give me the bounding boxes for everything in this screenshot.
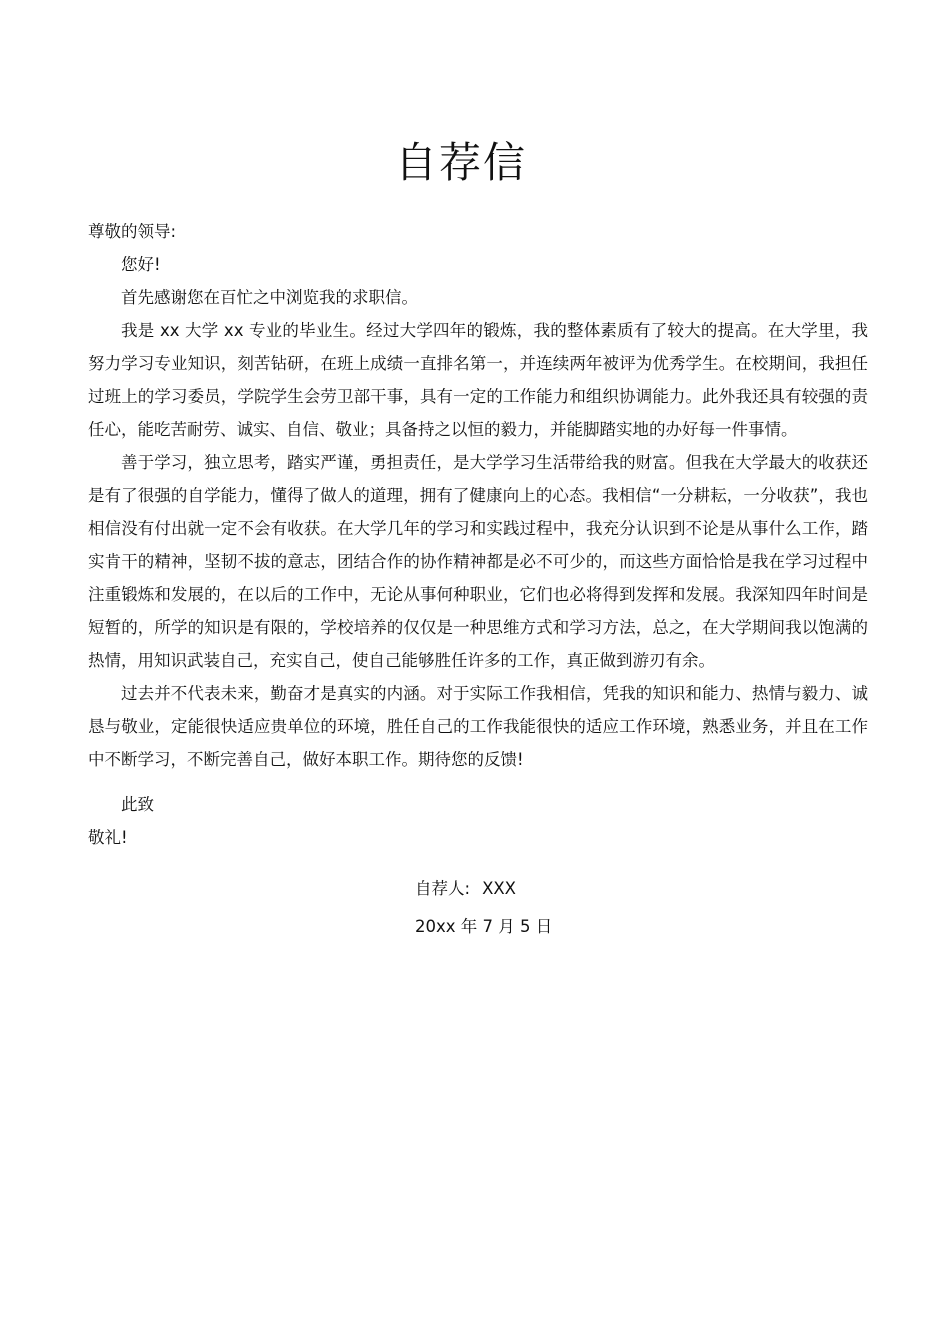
letter-title: 自荐信	[394, 138, 527, 187]
letter-body	[88, 215, 868, 854]
closing-line-1: 此致	[121, 795, 154, 814]
signature-label: 自荐人:	[415, 879, 471, 898]
signature-line	[415, 870, 552, 908]
paragraph-intro: 首先感谢您在百忙之中浏览我的求职信。	[121, 288, 418, 307]
signature-name: XXX	[482, 879, 516, 898]
closing-line-2: 敬礼!	[88, 828, 128, 847]
letter-date: 20xx 年 7 月 5 日	[415, 917, 553, 936]
paragraph-outlook: 过去并不代表未来，勤奋才是真实的内涵。对于实际工作我相信，凭我的知识和能力、热情与毅力、诚恳与敬业，定能很快适应贵单位的环境，胜任自己的工作我能很快的适应工作环境，熟悉业务，并且在工作中不断学习，不断完善自己，做好本职工作。期待您的反馈!	[88, 684, 868, 769]
greeting: 您好!	[121, 255, 161, 274]
signature-block	[415, 870, 552, 946]
salutation: 尊敬的领导:	[88, 222, 177, 241]
paragraph-background: 我是 xx 大学 xx 专业的毕业生。经过大学四年的锻炼，我的整体素质有了较大的提高。在大学里，我努力学习专业知识，刻苦钻研，在班上成绩一直排名第一，并连续两年被评为优秀学生。在校期间，我担任过班上的学习委员，学院学生会劳卫部干事，具有一定的工作能力和组织协调能力。此外我还具有较强的责任心，能吃苦耐劳、诚实、自信、敬业；具备持之以恒的毅力，并能脚踏实地的办好每一件事情。	[88, 321, 868, 439]
paragraph-growth: 善于学习，独立思考，踏实严谨，勇担责任，是大学学习生活带给我的财富。但我在大学最大的收获还是有了很强的自学能力，懂得了做人的道理，拥有了健康向上的心态。我相信“一分耕耘，一分收获”，我也相信没有付出就一定不会有收获。在大学几年的学习和实践过程中，我充分认识到不论是从事什么工作，踏实肯干的精神，坚韧不拔的意志，团结合作的协作精神都是必不可少的，而这些方面恰恰是我在学习过程中注重锻炼和发展的，在以后的工作中，无论从事何种职业，它们也必将得到发挥和发展。我深知四年时间是短暂的，所学的知识是有限的，学校培养的仅仅是一种思维方式和学习方法，总之，在大学期间我以饱满的热情，用知识武装自己，充实自己，使自己能够胜任许多的工作，真正做到游刃有余。	[88, 453, 868, 670]
